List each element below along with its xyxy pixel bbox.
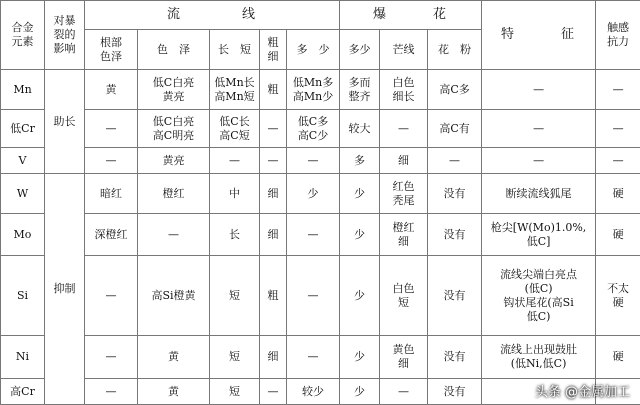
- cell-thickness: 细: [260, 174, 287, 214]
- cell-awn: 橙红 细: [380, 214, 428, 256]
- cell-touch: 硬: [596, 214, 640, 256]
- header-touch: 触感 抗力: [596, 1, 640, 70]
- table-row: [1, 174, 640, 214]
- header-thickness: 粗 细: [260, 30, 287, 70]
- cell-awn: 红色 秃尾: [380, 174, 428, 214]
- cell-color: 低C白亮 黄亮: [138, 70, 210, 110]
- cell-pollen: 没有: [428, 336, 482, 379]
- header-root-color: 根部 色泽: [85, 30, 138, 70]
- cell-thickness: —: [260, 148, 287, 174]
- cell-pollen: 高C多: [428, 70, 482, 110]
- cell-touch: 硬: [596, 174, 640, 214]
- header-length: 长 短: [210, 30, 260, 70]
- cell-root-color: 暗红: [85, 174, 138, 214]
- cell-length: 短: [210, 336, 260, 379]
- watermark: 头条 @金属加工: [535, 381, 630, 400]
- cell-touch: 不太 硬: [596, 256, 640, 336]
- header-feature: 特 征: [482, 1, 596, 70]
- cell-awn: 白色 细长: [380, 70, 428, 110]
- header-alloy: 合金 元素: [1, 1, 45, 70]
- cell-element: V: [1, 148, 45, 174]
- cell-burst-amount: 少: [340, 336, 380, 379]
- cell-feature: —: [482, 148, 596, 174]
- cell-burst-amount: 多: [340, 148, 380, 174]
- cell-element: Ni: [1, 336, 45, 379]
- cell-pollen: 没有: [428, 256, 482, 336]
- cell-color: 黄亮: [138, 148, 210, 174]
- cell-touch: —: [596, 110, 640, 148]
- group-inhibit: 抑制: [45, 174, 85, 405]
- cell-burst-amount: 较大: [340, 110, 380, 148]
- cell-amount: —: [287, 148, 340, 174]
- table-row: [1, 256, 640, 336]
- cell-color: 低C白亮 高C明亮: [138, 110, 210, 148]
- group-promote: 助长: [45, 70, 85, 174]
- cell-burst-amount: 少: [340, 174, 380, 214]
- cell-awn: 细: [380, 148, 428, 174]
- table-row: [1, 148, 640, 174]
- cell-color: 黄: [138, 379, 210, 405]
- cell-amount: 低C多 高C少: [287, 110, 340, 148]
- cell-touch: —: [596, 148, 640, 174]
- cell-color: 高Si橙黄: [138, 256, 210, 336]
- cell-amount: 少: [287, 174, 340, 214]
- cell-thickness: —: [260, 379, 287, 405]
- cell-thickness: 细: [260, 214, 287, 256]
- cell-awn: 白色 短: [380, 256, 428, 336]
- cell-amount: 低Mn多 高Mn少: [287, 70, 340, 110]
- cell-root-color: 黄: [85, 70, 138, 110]
- cell-burst-amount: 多而 整齐: [340, 70, 380, 110]
- cell-awn: —: [380, 379, 428, 405]
- cell-root-color: —: [85, 256, 138, 336]
- cell-burst-amount: 少: [340, 256, 380, 336]
- cell-touch: 硬: [596, 336, 640, 379]
- cell-root-color: —: [85, 379, 138, 405]
- cell-thickness: —: [260, 110, 287, 148]
- cell-awn: —: [380, 110, 428, 148]
- cell-root-color: —: [85, 110, 138, 148]
- cell-element: Mo: [1, 214, 45, 256]
- cell-pollen: 没有: [428, 379, 482, 405]
- cell-amount: —: [287, 214, 340, 256]
- header-amount: 多 少: [287, 30, 340, 70]
- cell-burst-amount: 少: [340, 379, 380, 405]
- table-row: [1, 110, 640, 148]
- cell-pollen: —: [428, 148, 482, 174]
- cell-thickness: 粗: [260, 256, 287, 336]
- cell-feature: —: [482, 70, 596, 110]
- cell-amount: 较少: [287, 379, 340, 405]
- cell-feature: 枪尖[W(Mo)1.0%, 低C]: [482, 214, 596, 256]
- cell-root-color: —: [85, 336, 138, 379]
- table-row: [1, 70, 640, 110]
- cell-length: 低Mn长 高Mn短: [210, 70, 260, 110]
- cell-length: 低C长 高C短: [210, 110, 260, 148]
- cell-root-color: —: [85, 148, 138, 174]
- header-awn: 芒线: [380, 30, 428, 70]
- cell-length: 中: [210, 174, 260, 214]
- header-burst: 爆 花: [340, 1, 482, 30]
- cell-length: —: [210, 148, 260, 174]
- cell-length: 长: [210, 214, 260, 256]
- header-effect: 对暴 裂的 影响: [45, 1, 85, 70]
- header-burst-amount: 多少: [340, 30, 380, 70]
- cell-color: —: [138, 214, 210, 256]
- header-pollen: 花 粉: [428, 30, 482, 70]
- cell-color: 橙红: [138, 174, 210, 214]
- cell-amount: —: [287, 256, 340, 336]
- cell-pollen: 没有: [428, 214, 482, 256]
- cell-element: Si: [1, 256, 45, 336]
- header-color: 色 泽: [138, 30, 210, 70]
- cell-color: 黄: [138, 336, 210, 379]
- cell-pollen: 高C有: [428, 110, 482, 148]
- cell-awn: 黄色 细: [380, 336, 428, 379]
- cell-touch: —: [596, 70, 640, 110]
- cell-element: Mn: [1, 70, 45, 110]
- cell-thickness: 细: [260, 336, 287, 379]
- cell-element: 高Cr: [1, 379, 45, 405]
- cell-pollen: 没有: [428, 174, 482, 214]
- table-row: [1, 214, 640, 256]
- cell-feature: 断续流线狐尾: [482, 174, 596, 214]
- cell-burst-amount: 少: [340, 214, 380, 256]
- cell-element: W: [1, 174, 45, 214]
- cell-feature: 流线尖端白亮点 (低C) 钩状尾花(高Si 低C): [482, 256, 596, 336]
- cell-element: 低Cr: [1, 110, 45, 148]
- cell-amount: —: [287, 336, 340, 379]
- cell-thickness: 粗: [260, 70, 287, 110]
- cell-length: 短: [210, 256, 260, 336]
- cell-feature: 流线上出现鼓肚 (低Ni,低C): [482, 336, 596, 379]
- cell-length: 短: [210, 379, 260, 405]
- cell-feature: —: [482, 110, 596, 148]
- cell-root-color: 深橙红: [85, 214, 138, 256]
- header-streamline: 流 线: [85, 1, 340, 30]
- table-row: [1, 336, 640, 379]
